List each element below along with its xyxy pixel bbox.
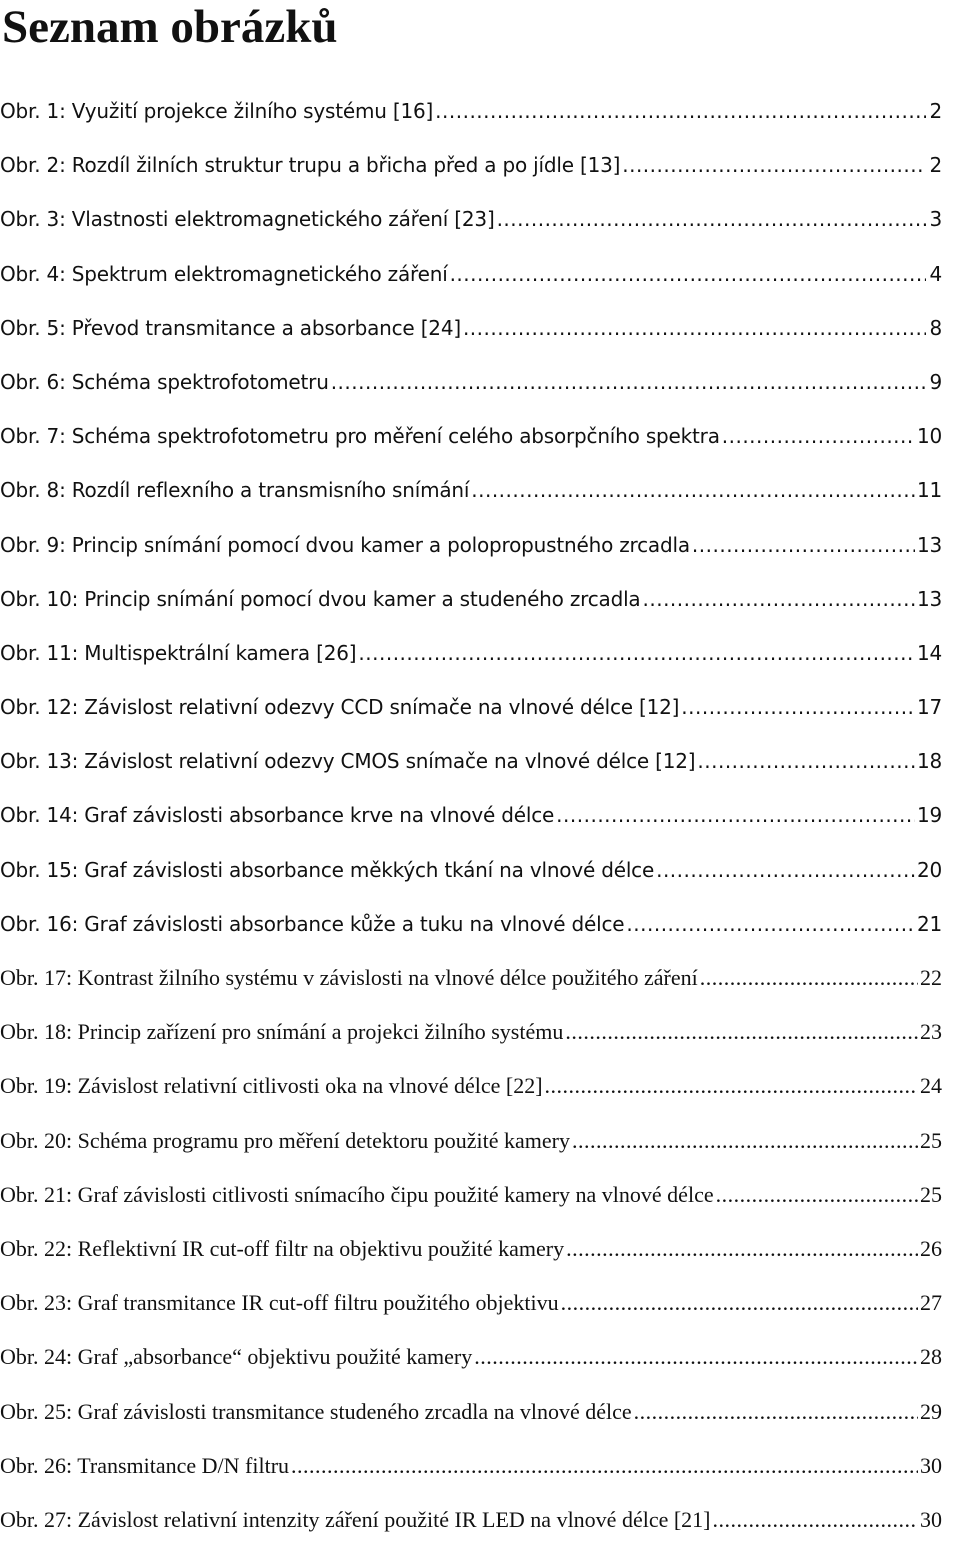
toc-entry[interactable] — [0, 1059, 942, 1113]
toc-entry-page-number: 9 — [929, 369, 942, 394]
toc-entry[interactable] — [0, 409, 942, 463]
toc-dot-leader — [566, 1222, 918, 1276]
toc-entry-title: Obr. 19: Závislost relativní citlivosti oka na vlnové délce [22] — [0, 1073, 543, 1099]
toc-dot-leader — [716, 1168, 918, 1222]
toc-entry-page-number: 17 — [916, 695, 942, 720]
toc-entry[interactable] — [0, 518, 942, 572]
toc-dot-leader — [697, 734, 915, 788]
toc-dot-leader — [700, 951, 918, 1005]
toc-entry-page-number: 27 — [920, 1290, 942, 1316]
toc-entry-title: Obr. 20: Schéma programu pro měření detektoru použité kamery — [0, 1127, 570, 1153]
toc-dot-leader — [358, 626, 915, 680]
toc-dot-leader — [722, 409, 915, 463]
toc-entry[interactable] — [0, 897, 942, 951]
toc-entry-page-number: 29 — [920, 1398, 942, 1424]
toc-entry[interactable] — [0, 1005, 942, 1059]
toc-entry-page-number: 2 — [929, 153, 942, 178]
toc-entry[interactable] — [0, 1276, 942, 1330]
toc-entry-page-number: 22 — [920, 965, 942, 990]
toc-entry[interactable] — [0, 1168, 942, 1222]
toc-entry-title: Obr. 24: Graf „absorbance“ objektivu použité kamery — [0, 1344, 473, 1370]
toc-entry[interactable] — [0, 463, 942, 517]
toc-entry-page-number: 21 — [916, 911, 942, 936]
toc-entry-page-number: 13 — [916, 586, 942, 611]
toc-dot-leader — [545, 1059, 918, 1113]
toc-entry-title: Obr. 16: Graf závislosti absorbance kůže a tuku na vlnové délce — [0, 911, 625, 936]
toc-entry[interactable] — [0, 192, 942, 246]
toc-dot-leader — [474, 1330, 918, 1384]
toc-entry-title: Obr. 8: Rozdíl reflexního a transmisního snímání — [0, 478, 470, 503]
toc-dot-leader — [561, 1276, 918, 1330]
toc-dot-leader — [471, 463, 915, 517]
toc-entry-page-number: 18 — [916, 749, 942, 774]
toc-entry-page-number: 25 — [920, 1181, 942, 1207]
toc-dot-leader — [656, 843, 915, 897]
toc-entry-title: Obr. 27: Závislost relativní intenzity záření použité IR LED na vlnové délce [21] — [0, 1506, 711, 1532]
toc-dot-leader — [572, 1114, 918, 1168]
toc-entry-page-number: 4 — [929, 261, 942, 286]
toc-entry[interactable] — [0, 572, 942, 626]
toc-entry-page-number: 30 — [920, 1452, 942, 1478]
toc-entry-page-number: 24 — [920, 1073, 942, 1099]
toc-entry-page-number: 25 — [920, 1127, 942, 1153]
toc-entry[interactable] — [0, 247, 942, 301]
toc-dot-leader — [450, 247, 926, 301]
toc-entry[interactable] — [0, 1439, 942, 1493]
toc-entry-page-number: 23 — [920, 1019, 942, 1045]
toc-entry-page-number: 3 — [929, 207, 942, 232]
toc-entry-title: Obr. 10: Princip snímání pomocí dvou kamer a studeného zrcadla — [0, 586, 641, 611]
toc-entry-title: Obr. 2: Rozdíl žilních struktur trupu a břicha před a po jídle [13] — [0, 153, 621, 178]
toc-entry-title: Obr. 9: Princip snímání pomocí dvou kamer a polopropustného zrcadla — [0, 532, 690, 557]
toc-dot-leader — [692, 518, 915, 572]
toc-entry-title: Obr. 17: Kontrast žilního systému v závislosti na vlnové délce použitého záření — [0, 965, 698, 990]
toc-entry-title: Obr. 26: Transmitance D/N filtru — [0, 1452, 290, 1478]
page-title: Seznam obrázků — [2, 1, 338, 53]
toc-entry-page-number: 8 — [929, 315, 942, 340]
toc-entry[interactable] — [0, 1222, 942, 1276]
toc-dot-leader — [565, 1005, 918, 1059]
toc-entry-title: Obr. 7: Schéma spektrofotometru pro měření celého absorpčního spektra — [0, 424, 720, 449]
toc-dot-leader — [634, 1385, 918, 1439]
toc-dot-leader — [556, 788, 915, 842]
toc-entry-title: Obr. 1: Využití projekce žilního systému [16] — [0, 99, 434, 123]
toc-entry-page-number: 2 — [929, 99, 942, 123]
toc-entry[interactable] — [0, 301, 942, 355]
toc-entry-title: Obr. 13: Závislost relativní odezvy CMOS snímače na vlnové délce [12] — [0, 749, 696, 774]
toc-entry-page-number: 13 — [916, 532, 942, 557]
toc-entry-page-number: 26 — [920, 1235, 942, 1261]
toc-entry[interactable] — [0, 84, 942, 138]
toc-entry[interactable] — [0, 951, 942, 1005]
toc-entry-title: Obr. 12: Závislost relativní odezvy CCD snímače na vlnové délce [12] — [0, 695, 680, 720]
toc-entry-page-number: 10 — [916, 424, 942, 449]
toc-entry[interactable] — [0, 1385, 942, 1439]
toc-entry-title: Obr. 23: Graf transmitance IR cut-off filtru použitého objektivu — [0, 1290, 559, 1316]
toc-dot-leader — [497, 192, 926, 246]
toc-entry[interactable] — [0, 1330, 942, 1384]
toc-entry[interactable] — [0, 355, 942, 409]
toc-entry-title: Obr. 21: Graf závislosti citlivosti snímacího čipu použité kamery na vlnové délce — [0, 1181, 714, 1207]
toc-dot-leader — [463, 301, 926, 355]
toc-entry-page-number: 28 — [920, 1344, 942, 1370]
toc-entry-title: Obr. 4: Spektrum elektromagnetického záření — [0, 261, 448, 286]
toc-entry-page-number: 30 — [920, 1506, 942, 1532]
toc-entry-page-number: 20 — [916, 857, 942, 882]
toc-entry-title: Obr. 14: Graf závislosti absorbance krve na vlnové délce — [0, 803, 555, 828]
toc-entry-page-number: 19 — [916, 803, 942, 828]
toc-entry-title: Obr. 6: Schéma spektrofotometru — [0, 369, 329, 394]
toc-entry[interactable] — [0, 626, 942, 680]
toc-dot-leader — [626, 897, 915, 951]
toc-dot-leader — [331, 355, 926, 409]
toc-entry-page-number: 11 — [916, 478, 942, 503]
toc-dot-leader — [291, 1439, 918, 1493]
toc-dot-leader — [622, 138, 926, 192]
toc-entry[interactable] — [0, 788, 942, 842]
toc-entry-title: Obr. 25: Graf závislosti transmitance studeného zrcadla na vlnové délce — [0, 1398, 632, 1424]
toc-entry[interactable] — [0, 680, 942, 734]
toc-entry-title: Obr. 11: Multispektrální kamera [26] — [0, 640, 357, 665]
toc-dot-leader — [435, 84, 926, 138]
toc-entry[interactable] — [0, 843, 942, 897]
toc-entry[interactable] — [0, 1493, 942, 1547]
toc-entry[interactable] — [0, 734, 942, 788]
toc-entry[interactable] — [0, 138, 942, 192]
toc-entry-title: Obr. 3: Vlastnosti elektromagnetického záření [23] — [0, 207, 495, 232]
toc-dot-leader — [681, 680, 915, 734]
toc-dot-leader — [713, 1493, 918, 1547]
toc-dot-leader — [643, 572, 915, 626]
toc-entry[interactable] — [0, 1114, 942, 1168]
toc-entry-page-number: 14 — [916, 640, 942, 665]
list-of-figures — [0, 84, 942, 1547]
toc-entry-title: Obr. 5: Převod transmitance a absorbance [24] — [0, 315, 461, 340]
toc-entry-title: Obr. 15: Graf závislosti absorbance měkkých tkání na vlnové délce — [0, 857, 655, 882]
toc-entry-title: Obr. 22: Reflektivní IR cut-off filtr na objektivu použité kamery — [0, 1235, 565, 1261]
toc-entry-title: Obr. 18: Princip zařízení pro snímání a projekci žilního systému — [0, 1019, 564, 1045]
